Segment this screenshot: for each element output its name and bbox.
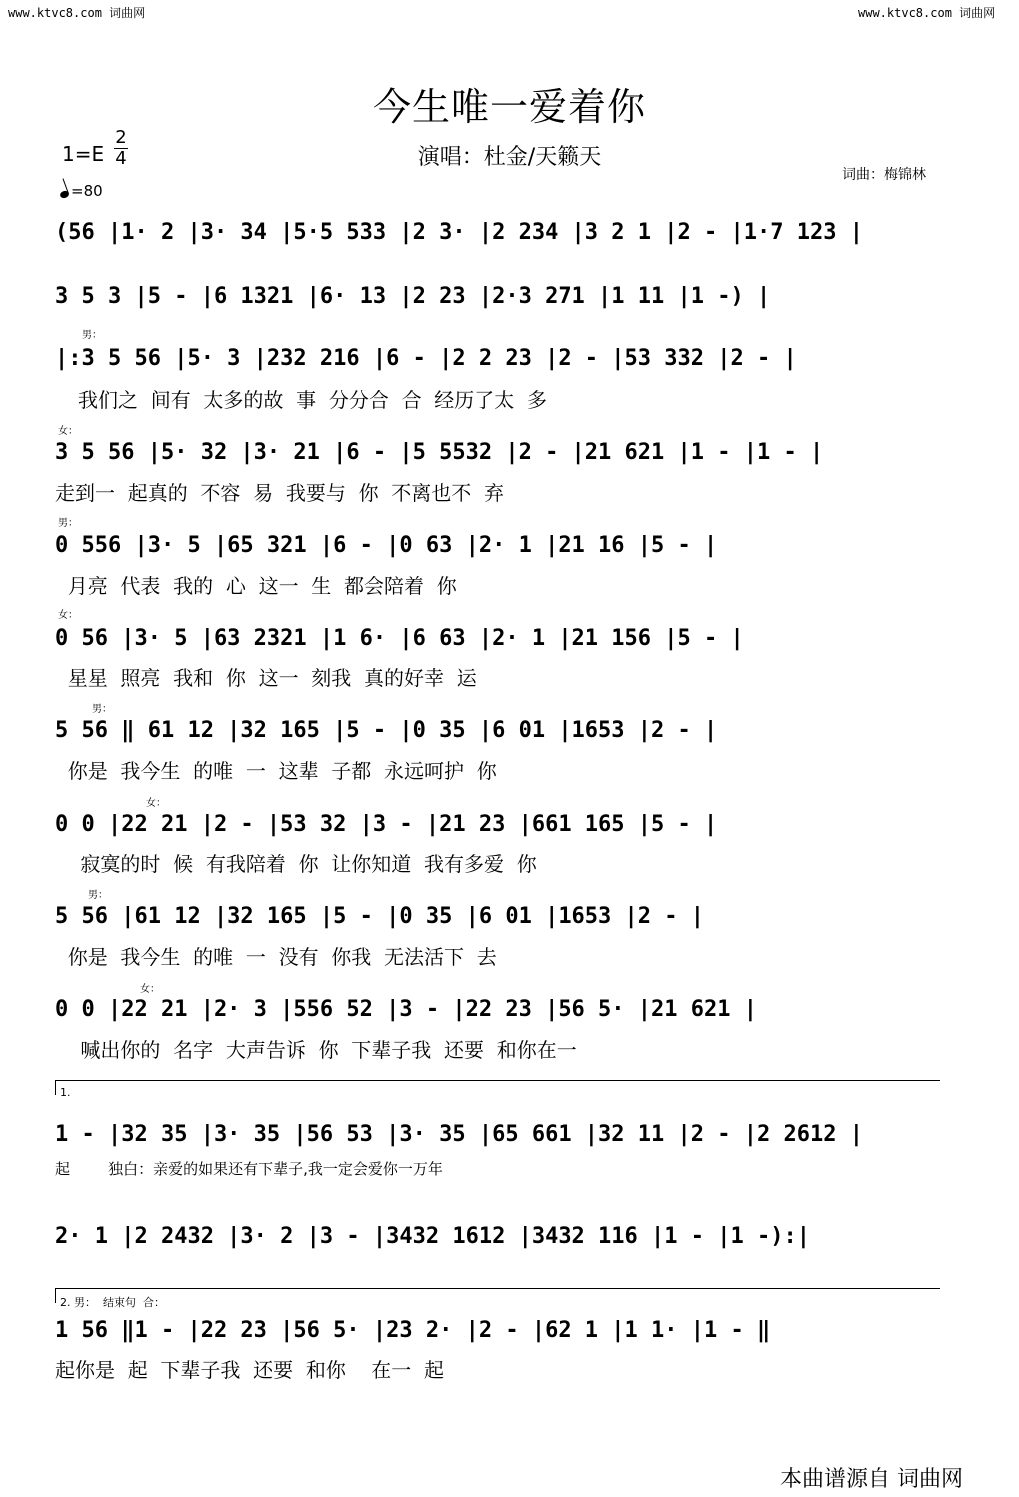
key-signature: 1=E xyxy=(62,142,105,166)
voice-label: 女： xyxy=(58,610,78,621)
tempo-mark xyxy=(60,182,103,200)
music-line: 0 556 |3· 5 |65 321 |6 - |0 63 |2· 1 |21 16 |5 - | xyxy=(55,533,718,558)
footer-source: 本曲谱源自 词曲网 xyxy=(780,1467,963,1492)
lyric-line: 月亮 代表 我的 心 这一 生 都会陪着 你 xyxy=(55,574,457,598)
music-line: 0 56 |3· 5 |63 2321 |1 6· |6 63 |2· 1 |21 156 |5 - | xyxy=(55,626,744,651)
lyric-line: 喊出你的 名字 大声告诉 你 下辈子我 还要 和你在一 xyxy=(55,1038,577,1062)
music-line: 3 5 3 |5 - |6 1321 |6· 13 |2 23 |2·3 271 |1 11 |1 -) | xyxy=(55,284,771,309)
lyric-line: 走到一 起真的 不容 易 我要与 你 不离也不 弃 xyxy=(55,481,505,505)
song-title: 今生唯一爱着你 xyxy=(372,85,646,129)
music-line: 0 0 |22 21 |2· 3 |556 52 |3 - |22 23 |56 5· |21 621 | xyxy=(55,997,757,1022)
voice-label: 男： xyxy=(82,330,102,341)
singer-line: 演唱：杜金/天籁天 xyxy=(417,145,602,170)
music-line: 2· 1 |2 2432 |3· 2 |3 - |3432 1612 |3432 116 |1 - |1 -):| xyxy=(55,1224,810,1249)
time-signature xyxy=(114,128,128,169)
voice-label: 女： xyxy=(140,984,160,995)
lyric-line: 起你是 起 下辈子我 还要 和你 在一 起 xyxy=(55,1358,445,1382)
quarter-note-icon xyxy=(59,190,70,200)
ending-2-bracket xyxy=(55,1288,940,1303)
header-right: www.ktvc8.com 词曲网 xyxy=(858,6,996,20)
music-line: 1 56 ‖1 - |22 23 |56 5· |23 2· |2 - |62 1 |1 1· |1 - ‖ xyxy=(55,1318,771,1343)
voice-label: 男： xyxy=(88,890,108,901)
lyric-line: 我们之 间有 太多的故 事 分分合 合 经历了太 多 xyxy=(78,388,548,412)
ending-label: 1. xyxy=(60,1086,71,1099)
ending-1-bracket xyxy=(55,1080,940,1095)
time-top: 2 xyxy=(115,127,127,148)
music-line: 5 56 ‖ 61 12 |32 165 |5 - |0 35 |6 01 |1653 |2 - | xyxy=(55,718,718,743)
music-line: |:3 5 56 |5· 3 |232 216 |6 - |2 2 23 |2 - |53 332 |2 - | xyxy=(55,346,797,371)
tempo-value: =80 xyxy=(71,182,103,200)
voice-label: 男： xyxy=(58,518,78,529)
music-line: 5 56 |61 12 |32 165 |5 - |0 35 |6 01 |1653 |2 - | xyxy=(55,904,705,929)
lyric-line: 寂寞的时 候 有我陪着 你 让你知道 我有多爱 你 xyxy=(55,852,537,876)
ending-label: 2. 男： 结束句 合： xyxy=(60,1296,165,1309)
voice-label: 男： xyxy=(92,704,112,715)
header-left: www.ktvc8.com 词曲网 xyxy=(8,6,146,20)
lyricist-credit: 词曲：梅锦林 xyxy=(842,167,926,183)
music-line: (56 |1· 2 |3· 34 |5·5 533 |2 3· |2 234 |3 2 1 |2 - |1·7 123 | xyxy=(55,220,863,245)
lyric-line: 你是 我今生 的唯 一 这辈 子都 永远呵护 你 xyxy=(55,759,497,783)
lyric-line: 起 独白：亲爱的如果还有下辈子,我一定会爱你一万年 xyxy=(55,1160,443,1178)
music-line: 3 5 56 |5· 32 |3· 21 |6 - |5 5532 |2 - |21 621 |1 - |1 - | xyxy=(55,440,824,465)
lyric-line: 星星 照亮 我和 你 这一 刻我 真的好幸 运 xyxy=(55,666,477,690)
time-bottom: 4 xyxy=(115,148,127,169)
lyric-line: 你是 我今生 的唯 一 没有 你我 无法活下 去 xyxy=(55,945,497,969)
music-line: 1 - |32 35 |3· 35 |56 53 |3· 35 |65 661 |32 11 |2 - |2 2612 | xyxy=(55,1122,863,1147)
voice-label: 女： xyxy=(58,426,78,437)
music-line: 0 0 |22 21 |2 - |53 32 |3 - |21 23 |661 165 |5 - | xyxy=(55,812,718,837)
voice-label: 女： xyxy=(146,798,166,809)
